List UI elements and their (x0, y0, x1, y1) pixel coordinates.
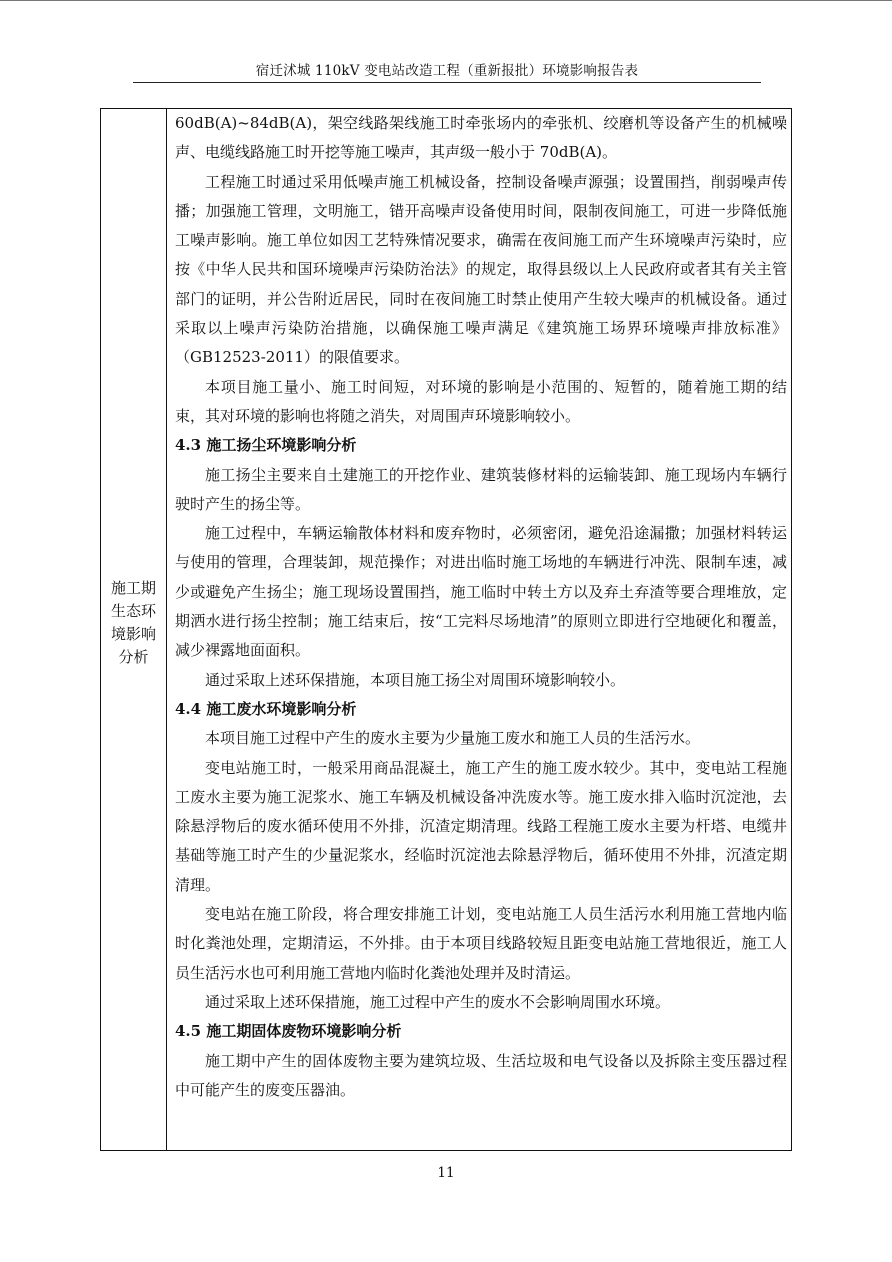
row-label-line: 境影响 (110, 625, 156, 643)
row-label-line: 生态环 (110, 602, 156, 620)
header-rule (133, 82, 761, 83)
body-paragraph: 变电站在施工阶段，将合理安排施工计划，变电站施工人员生活污水利用施工营地内临时化粪池处理，定期清运，不外排。由于本项目线路较短且距变电站施工营地很近，施工人员生活污水也可利用施工营地内临时化粪池处理并及时清运。 (175, 905, 787, 982)
body-paragraph: 本项目施工量小、施工时间短，对环境的影响是小范围的、短暂的，随着施工期的结束，其对环境的影响也将随之消失，对周围声环境影响较小。 (175, 377, 787, 425)
body-paragraph: 通过采取上述环保措施，施工过程中产生的废水不会影响周围水环境。 (205, 992, 671, 1011)
row-label-line: 分析 (118, 648, 149, 666)
document-header-title: 宿迁沭城 110kV 变电站改造工程（重新报批）环境影响报告表 (255, 63, 639, 79)
table-column-divider (166, 109, 167, 1150)
analysis-content (175, 109, 787, 1105)
page-number: 11 (437, 1165, 455, 1181)
body-paragraph: 60dB(A)~84dB(A)，架空线路架线施工时牵张场内的牵张机、绞磨机等设备产生的机械噪声、电缆线路施工时开挖等施工噪声，其声级一般小于 70dB(A)。 (175, 114, 787, 162)
section-heading: 4.3 施工扬尘环境影响分析 (175, 436, 357, 455)
analysis-table (100, 108, 792, 1151)
body-paragraph: 施工期中产生的固体废物主要为建筑垃圾、生活垃圾和电气设备以及拆除主变压器过程中可能产生的废变压器油。 (175, 1051, 787, 1099)
section-heading: 4.5 施工期固体废物环境影响分析 (175, 1022, 402, 1041)
section-heading: 4.4 施工废水环境影响分析 (175, 699, 357, 718)
body-paragraph: 施工扬尘主要来自土建施工的开挖作业、建筑装修材料的运输装卸、施工现场内车辆行驶时产生的扬尘等。 (175, 465, 787, 513)
page-top-border (0, 0, 892, 1)
body-paragraph: 通过采取上述环保措施，本项目施工扬尘对周围环境影响较小。 (205, 670, 626, 689)
body-paragraph: 变电站施工时，一般采用商品混凝土，施工产生的施工废水较少。其中，变电站工程施工废水主要为施工泥浆水、施工车辆及机械设备冲洗废水等。施工废水排入临时沉淀池，去除悬浮物后的废水循环使用不外排，沉渣定期清理。线路工程施工废水主要为杆塔、电缆井基础等施工时产生的少量泥浆水，经临时沉淀池去除悬浮物后，循环使用不外排，沉渣定期清理。 (175, 758, 787, 894)
body-paragraph: 工程施工时通过采用低噪声施工机械设备，控制设备噪声源强；设置围挡，削弱噪声传播；加强施工管理，文明施工，错开高噪声设备使用时间，限制夜间施工，可进一步降低施工噪声影响。施工单位如因工艺特殊情况要求，确需在夜间施工而产生环境噪声污染时，应按《中华人民共和国环境噪声污染防治法》的规定，取得县级以上人民政府或者其有关主管部门的证明，并公告附近居民，同时在夜间施工时禁止使用产生较大噪声的机械设备。通过采取以上噪声污染防治措施，以确保施工噪声满足《建筑施工场界环境噪声排放标准》（GB12523-2011）的限值要求。 (175, 172, 787, 367)
body-paragraph: 本项目施工过程中产生的废水主要为少量施工废水和施工人员的生活污水。 (205, 729, 701, 748)
body-paragraph: 施工过程中，车辆运输散体材料和废弃物时，必须密闭，避免沿途漏撒；加强材料转运与使用的管理，合理装卸，规范操作；对进出临时施工场地的车辆进行冲洗、限制车速，减少或避免产生扬尘；施工现场设置围挡，施工临时中转土方以及弃土弃渣等要合理堆放，定期洒水进行扬尘控制；施工结束后，按“工完料尽场地清”的原则立即进行空地硬化和覆盖，减少裸露地面面积。 (175, 524, 787, 660)
row-label-construction-ecology (101, 577, 166, 669)
row-label-line: 施工期 (110, 579, 156, 597)
